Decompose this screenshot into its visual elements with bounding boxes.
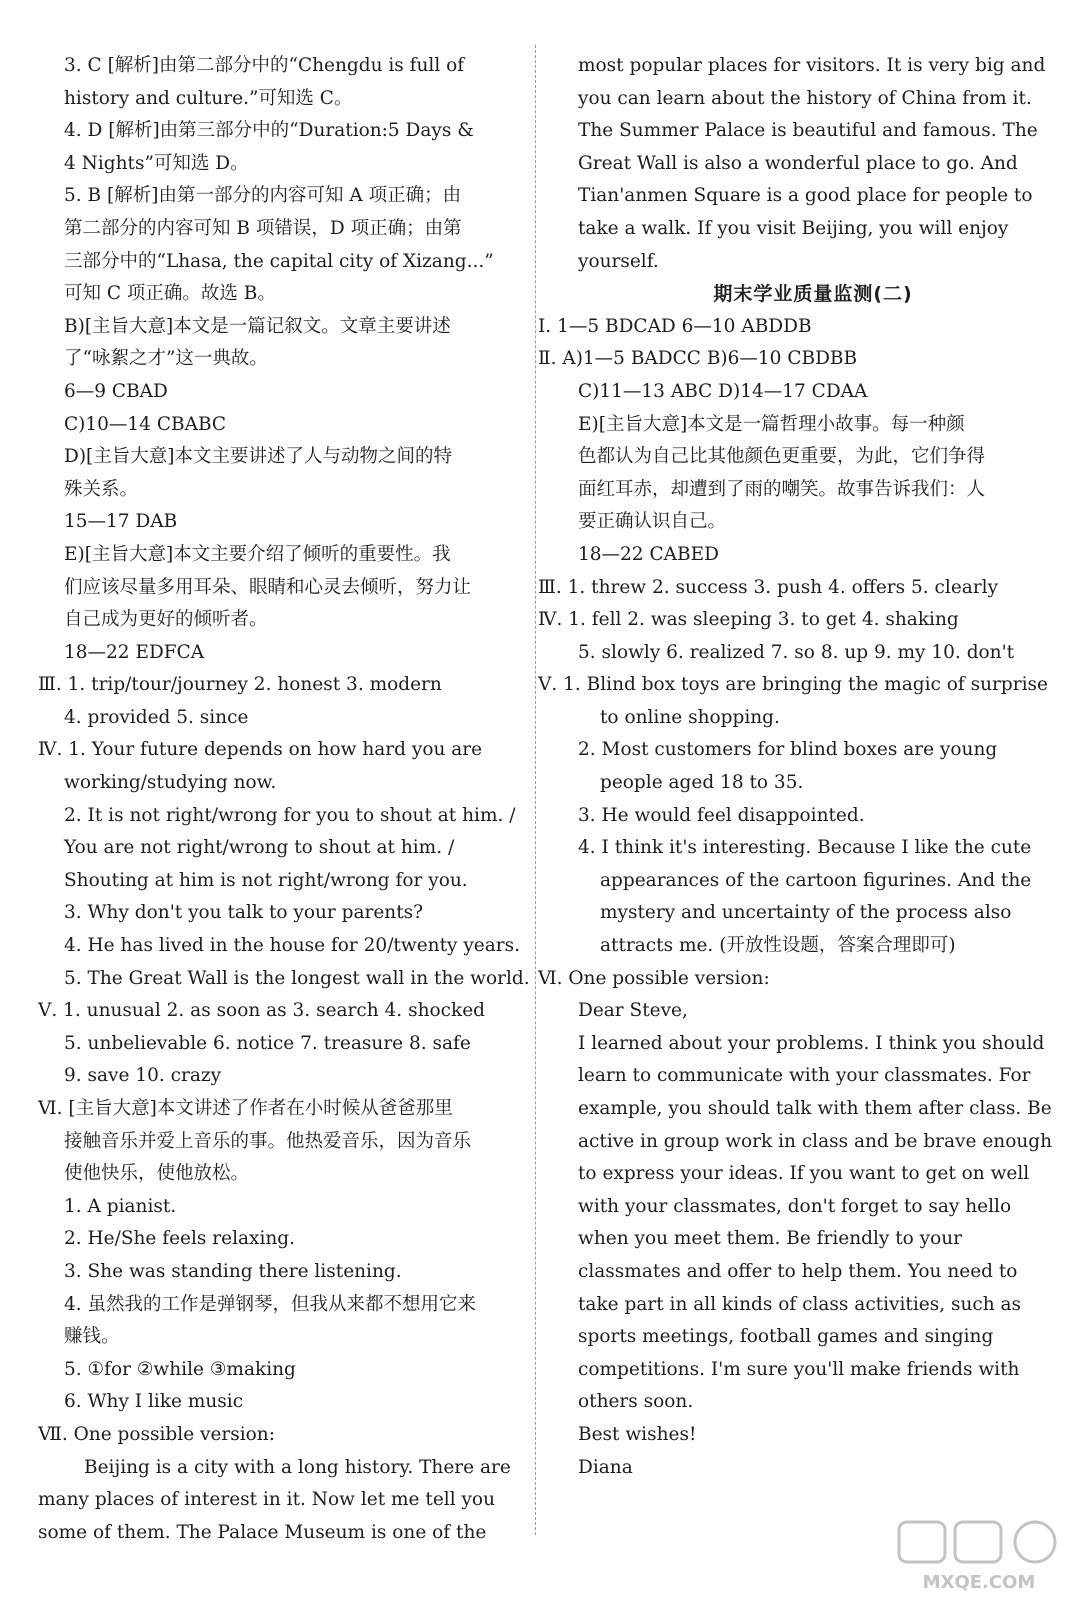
letter-line: active in group work in class and be brave enough — [578, 1130, 1052, 1152]
answer-line: 5. unbelievable 6. notice 7. treasure 8. safe — [64, 1032, 471, 1054]
section-heading: 期末学业质量监测(二) — [713, 283, 913, 306]
answer-line: You are not right/wrong to shout at him. / — [64, 837, 455, 859]
answer-line: appearances of the cartoon figurines. And the — [600, 869, 1032, 891]
watermark-text: MXQE.COM — [922, 1572, 1036, 1593]
letter-line: others soon. — [578, 1391, 694, 1413]
letter-line: Best wishes! — [578, 1423, 697, 1445]
answer-line: 6. Why I like music — [64, 1391, 244, 1413]
answer-line: E)[主旨大意]本文主要介绍了倾听的重要性。我 — [64, 543, 451, 565]
answer-line: 3. C [解析]由第二部分中的“Chengdu is full of — [64, 55, 465, 76]
watermark-logo — [889, 1518, 1069, 1596]
answer-line: 5. slowly 6. realized 7. so 8. up 9. my 10. don't — [578, 641, 1015, 663]
letter-line: take part in all kinds of class activities, such as — [578, 1293, 1022, 1315]
letter-line: example, you should talk with them after class. Be — [578, 1098, 1052, 1119]
letter-line: learn to communicate with your classmates. For — [578, 1065, 1031, 1087]
section-line: Ⅶ. One possible version: — [38, 1423, 275, 1445]
answer-line: 3. He would feel disappointed. — [578, 804, 865, 826]
answer-line: people aged 18 to 35. — [600, 772, 804, 794]
section-line: Ⅴ. 1. Blind box toys are bringing the magic of surprise — [538, 674, 1048, 696]
answer-line: 18—22 CABED — [578, 543, 719, 565]
answer-line: 赚钱。 — [64, 1326, 120, 1348]
answer-line: 可知 C 项正确。故选 B。 — [64, 283, 276, 305]
answer-line: 第二部分的内容可知 B 项错误，D 项正确；由第 — [64, 217, 462, 239]
letter-line: sports meetings, football games and singing — [578, 1326, 994, 1348]
answer-line: 要正确认识自己。 — [578, 511, 727, 533]
section-line: Ⅵ. [主旨大意]本文讲述了作者在小时候从爸爸那里 — [38, 1098, 453, 1119]
column-divider — [535, 45, 536, 1535]
essay-line: Tian'anmen Square is a good place for people to — [578, 185, 1033, 207]
letter-line: with your classmates, don't forget to say hello — [578, 1195, 1012, 1217]
answer-line: history and culture.”可知选 C。 — [64, 87, 353, 109]
answer-line: mystery and uncertainty of the process also — [600, 902, 1012, 924]
section-line: Ⅵ. One possible version: — [538, 967, 770, 989]
answer-line: 们应该尽量多用耳朵、眼睛和心灵去倾听，努力让 — [64, 576, 472, 598]
section-line: Ⅲ. 1. trip/tour/journey 2. honest 3. modern — [38, 674, 442, 696]
answer-line: D)[主旨大意]本文主要讲述了人与动物之间的特 — [64, 446, 452, 468]
essay-line: The Summer Palace is beautiful and famous. The — [578, 120, 1038, 142]
answer-line: 4. D [解析]由第三部分中的“Duration:5 Days & — [64, 120, 474, 142]
answer-line: 4. He has lived in the house for 20/twenty years. — [64, 935, 520, 957]
answer-line: 5. The Great Wall is the longest wall in the world. — [64, 967, 530, 989]
left-column — [38, 50, 530, 1549]
essay-line: most popular places for visitors. It is very big and — [578, 55, 1046, 76]
answer-line: 1. A pianist. — [64, 1195, 177, 1217]
letter-line: classmates and offer to help them. You need to — [578, 1260, 1018, 1282]
answer-line: 15—17 DAB — [64, 511, 178, 533]
answer-line: 5. ①for ②while ③making — [64, 1358, 296, 1380]
essay-line: many places of interest in it. Now let me tell you — [38, 1489, 495, 1511]
answer-line: 自己成为更好的倾听者。 — [64, 609, 268, 631]
answer-line: 4. provided 5. since — [64, 706, 249, 728]
answer-line: working/studying now. — [64, 772, 277, 794]
answer-line: 3. She was standing there listening. — [64, 1260, 402, 1282]
section-line: Ⅳ. 1. fell 2. was sleeping 3. to get 4. shaking — [538, 609, 959, 631]
answer-line: 使他快乐，使他放松。 — [64, 1163, 250, 1185]
answer-line: 4. I think it's interesting. Because I like the cute — [578, 837, 1032, 859]
section-line: Ⅴ. 1. unusual 2. as soon as 3. search 4. shocked — [38, 1000, 485, 1022]
answer-line: E)[主旨大意]本文是一篇哲理小故事。每一种颜 — [578, 413, 965, 435]
answer-line: B)[主旨大意]本文是一篇记叙文。文章主要讲述 — [64, 315, 451, 337]
section-line: Ⅰ. 1—5 BDCAD 6—10 ABDDB — [538, 315, 812, 337]
essay-line: Great Wall is also a wonderful place to go. And — [578, 152, 1018, 174]
section-line: Ⅳ. 1. Your future depends on how hard you are — [38, 739, 483, 761]
answer-line: 2. It is not right/wrong for you to shout at him. / — [64, 804, 516, 826]
answer-line: 三部分中的“Lhasa, the capital city of Xizang...” — [64, 250, 494, 272]
essay-line: some of them. The Palace Museum is one of the — [38, 1521, 487, 1543]
answer-line: 了“咏絮之才”这一典故。 — [64, 348, 268, 370]
answer-line: C)10—14 CBABC — [64, 413, 227, 435]
answer-line: 9. save 10. crazy — [64, 1065, 222, 1087]
essay-line: take a walk. If you visit Beijing, you will enjoy — [578, 217, 1009, 239]
answer-line: 3. Why don't you talk to your parents? — [64, 902, 424, 924]
essay-line: yourself. — [578, 250, 659, 272]
answer-line: 4 Nights”可知选 D。 — [64, 152, 249, 174]
letter-signature: Diana — [578, 1456, 633, 1478]
answer-line: 2. He/She feels relaxing. — [64, 1228, 296, 1250]
essay-line: you can learn about the history of China from it. — [578, 87, 1032, 109]
section-line: Ⅲ. 1. threw 2. success 3. push 4. offers 5. clearly — [538, 576, 999, 598]
letter-line: I learned about your problems. I think you should — [578, 1032, 1045, 1054]
letter-line: to express your ideas. If you want to get on well — [578, 1163, 1030, 1185]
letter-line: Dear Steve, — [578, 1000, 688, 1022]
letter-line: when you meet them. Be friendly to your — [578, 1228, 963, 1250]
letter-line: competitions. I'm sure you'll make friends with — [578, 1358, 1020, 1380]
essay-line: Beijing is a city with a long history. There are — [84, 1456, 511, 1478]
answer-line: 色都认为自己比其他颜色更重要，为此，它们争得 — [578, 446, 986, 468]
answer-line: to online shopping. — [600, 706, 780, 728]
answer-line: Shouting at him is not right/wrong for you. — [64, 869, 468, 891]
answer-line: 接触音乐并爱上音乐的事。他热爱音乐，因为音乐 — [64, 1130, 472, 1152]
section-line: Ⅱ. A)1—5 BADCC B)6—10 CBDBB — [538, 348, 858, 370]
answer-line: 4. 虽然我的工作是弹钢琴，但我从来都不想用它来 — [64, 1293, 477, 1315]
answer-line: 18—22 EDFCA — [64, 641, 205, 663]
answer-line: 5. B [解析]由第一部分的内容可知 A 项正确；由 — [64, 185, 462, 207]
answer-line: 面红耳赤，却遭到了雨的嘲笑。故事告诉我们：人 — [578, 478, 986, 500]
answer-line: 6—9 CBAD — [64, 380, 168, 402]
answer-line: 殊关系。 — [64, 478, 139, 500]
answer-line: attracts me. (开放性设题，答案合理即可) — [600, 935, 956, 957]
answer-line: C)11—13 ABC D)14—17 CDAA — [578, 380, 868, 402]
answer-line: 2. Most customers for blind boxes are young — [578, 739, 998, 761]
right-column — [538, 50, 1052, 1484]
